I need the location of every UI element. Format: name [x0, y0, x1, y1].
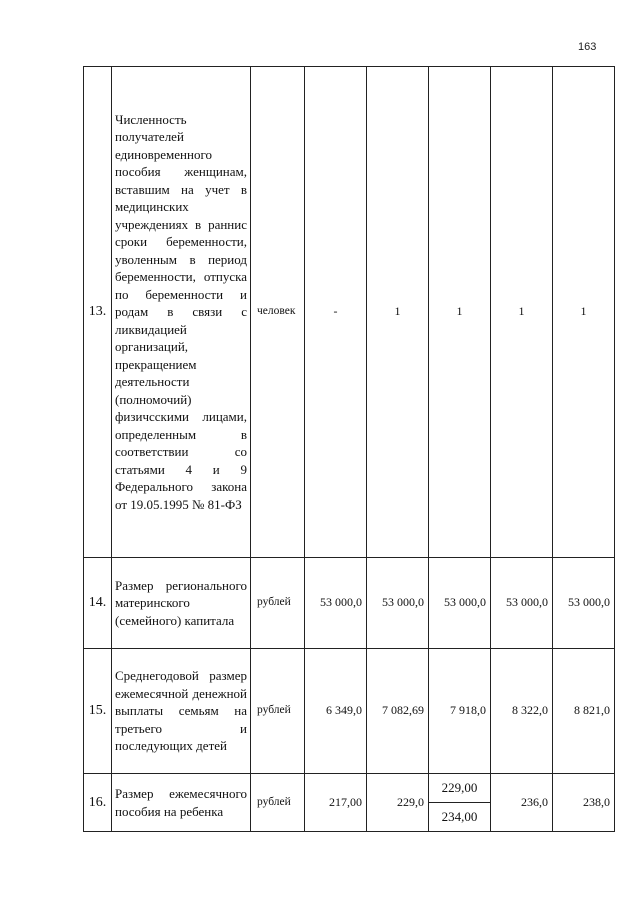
unit-cell: рублей	[251, 558, 305, 649]
unit-cell: человек	[251, 67, 305, 558]
indicator-name: Численность получателей единовременного пособия женщинам, вставшим на учет в медицинских учреждениях в раннис сроки беременности, уволенным в период беременности, отпуска по беременности и родам в связи с ликвидацией организаций, прекращением деятельности (полномочий) физичсскими лицами, определенным в соответствии со статьями 4 и 9 Федерального закона от 19.05.1995 № 81-ФЗ	[112, 67, 251, 558]
value-cell: 217,00	[305, 774, 367, 832]
unit-cell: рублей	[251, 774, 305, 832]
value-cell-upper: 229,00	[429, 774, 490, 803]
table-row	[84, 558, 615, 649]
value-cell: 53 000,0	[553, 558, 615, 649]
value-cell: 6 349,0	[305, 649, 367, 774]
table-row	[84, 649, 615, 774]
value-cell-lower: 234,00	[441, 809, 478, 825]
indicator-name: Среднегодовой размер ежемесячной денежной выплаты семьям на третьего и последующих детей	[112, 649, 251, 774]
split-value-cell	[429, 774, 491, 832]
value-cell: 1	[491, 67, 553, 558]
value-cell: 1	[553, 67, 615, 558]
page-number: 163	[578, 41, 597, 53]
table-row	[84, 67, 615, 558]
value-cell: 53 000,0	[367, 558, 429, 649]
value-cell: 53 000,0	[491, 558, 553, 649]
indicators-table	[83, 66, 615, 832]
unit-cell: рублей	[251, 649, 305, 774]
indicator-name: Размер ежемесячного пособия на ребенка	[112, 774, 251, 832]
indicator-name: Размер регионального материнского (семейного) капитала	[112, 558, 251, 649]
value-cell: 1	[429, 67, 491, 558]
value-cell: 236,0	[491, 774, 553, 832]
value-cell: -	[305, 67, 367, 558]
value-cell: 7 918,0	[429, 649, 491, 774]
table-row	[84, 774, 615, 832]
value-cell: 229,0	[367, 774, 429, 832]
row-number: 15.	[84, 649, 112, 774]
value-cell: 8 322,0	[491, 649, 553, 774]
value-cell: 53 000,0	[429, 558, 491, 649]
value-cell: 8 821,0	[553, 649, 615, 774]
row-number: 16.	[84, 774, 112, 832]
value-cell: 238,0	[553, 774, 615, 832]
row-number: 13.	[84, 67, 112, 558]
value-cell: 1	[367, 67, 429, 558]
value-cell: 53 000,0	[305, 558, 367, 649]
row-number: 14.	[84, 558, 112, 649]
value-cell: 7 082,69	[367, 649, 429, 774]
